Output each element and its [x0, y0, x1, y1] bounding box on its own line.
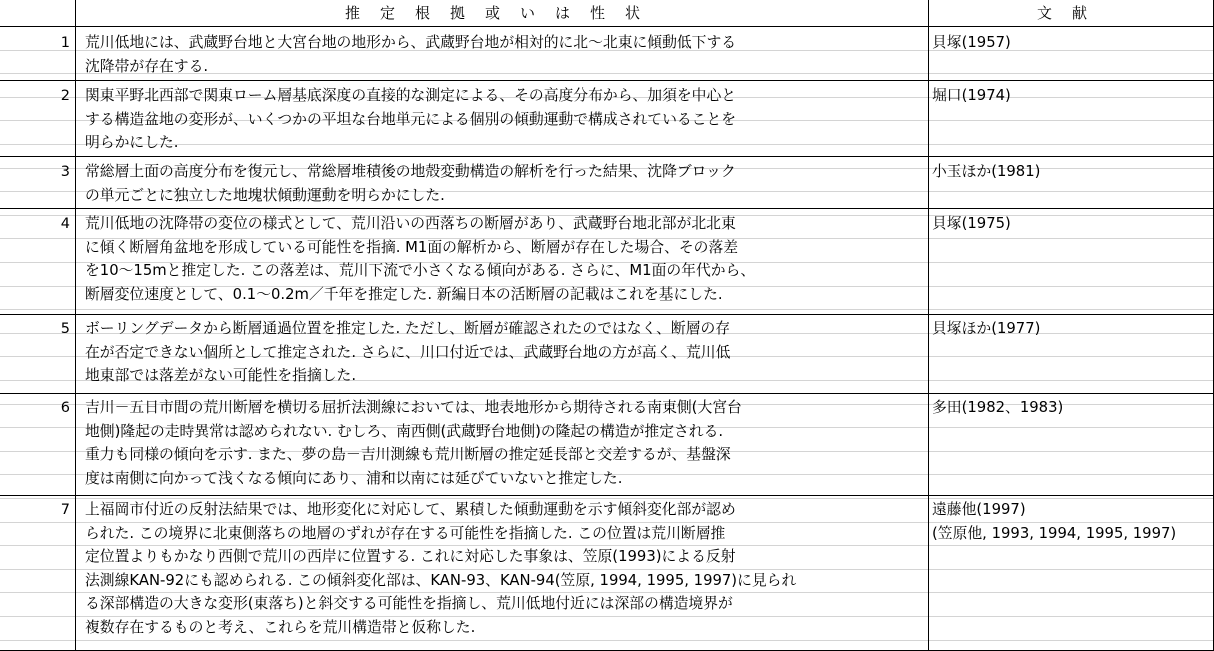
basis-cell[interactable]: [85, 498, 925, 640]
row-divider: [0, 80, 1214, 81]
column-border-left: [75, 0, 76, 651]
reference-line: 堀口(1974): [932, 87, 1011, 104]
reference-line: 貝塚ほか(1977): [932, 320, 1041, 337]
basis-line: 荒川低地の沈降帯の変位の様式として、荒川沿いの西落ちの断層があり、武蔵野台地北部が北北東: [85, 215, 736, 232]
reference-cell[interactable]: [932, 212, 1212, 236]
gridline: [0, 309, 1214, 310]
basis-line: に傾く断層角盆地を形成している可能性を指摘. M1面の解析から、断層が存在した場合、その落差: [85, 238, 739, 256]
row-divider: [0, 208, 1214, 209]
basis-line: 断層変位速度として、0.1～0.2m／千年を推定した. 新編日本の活断層の記載はこれを基にした.: [85, 285, 723, 303]
header-basis[interactable]: 推定根拠或いは性状: [344, 4, 660, 22]
basis-cell[interactable]: [85, 160, 925, 207]
basis-line: 法測線KAN-92にも認められる. この傾斜変化部は、KAN-93、KAN-94(笠原, 1994, 1995, 1997)に見られ: [85, 571, 797, 589]
reference-line: 遠藤他(1997): [932, 501, 1026, 518]
reference-line: 小玉ほか(1981): [932, 163, 1041, 180]
reference-cell[interactable]: [932, 160, 1212, 184]
basis-line: 地側)隆起の走時異常は認められない. むしろ、南西側(武蔵野台地側)の隆起の構造が推定される.: [85, 422, 724, 440]
basis-line: 沈降帯が存在する.: [85, 57, 209, 75]
reference-cell[interactable]: [932, 396, 1212, 420]
basis-line: 常総層上面の高度分布を復元し、常総層堆積後の地殻変動構造の解析を行った結果、沈降ブロック: [85, 163, 736, 180]
basis-cell[interactable]: [85, 212, 925, 306]
basis-line: 関東平野北西部で関東ローム層基底深度の直接的な測定による、その高度分布から、加須を中心と: [85, 87, 737, 104]
basis-cell[interactable]: [85, 317, 925, 388]
basis-line: 吉川－五日市間の荒川断層を横切る屈折法測線においては、地表地形から期待される南東側(大宮台: [85, 399, 742, 416]
basis-line: 重力も同様の傾向を示す. また、夢の島－吉川測線も荒川断層の推定延長部と交差するが、基盤深: [85, 446, 731, 464]
row-divider: [0, 495, 1214, 496]
row-number: 3: [60, 164, 70, 180]
basis-line: 定位置よりもかなり西側で荒川の西岸に位置する. これに対応した事象は、笠原(1993)による反射: [85, 548, 736, 566]
basis-cell[interactable]: [85, 84, 925, 155]
reference-cell[interactable]: [932, 498, 1212, 545]
column-border-middle: [928, 0, 929, 651]
row-number: 6: [60, 400, 70, 416]
header-divider: [0, 26, 1214, 27]
basis-line: の単元ごとに独立した地塊状傾動運動を明らかにした.: [85, 186, 445, 204]
row-divider: [0, 393, 1214, 394]
basis-cell[interactable]: [85, 31, 925, 78]
basis-line: る深部構造の大きな変形(東落ち)と斜交する可能性を指摘し、荒川低地付近には深部の構造境界が: [85, 595, 733, 613]
basis-line: 度は南側に向かって浅くなる傾向にあり、浦和以南には延びていないと推定した.: [85, 469, 623, 487]
gridline: [0, 640, 1214, 641]
reference-line: 貝塚(1975): [932, 215, 1011, 232]
row-divider: [0, 314, 1214, 315]
reference-cell[interactable]: [932, 317, 1212, 341]
row-number: 5: [60, 321, 70, 337]
basis-cell[interactable]: [85, 396, 925, 490]
reference-cell[interactable]: [932, 31, 1212, 55]
header-reference[interactable]: 文献: [1036, 4, 1107, 22]
row-number: 1: [60, 35, 70, 51]
basis-line: 複数存在するものと考え、これらを荒川構造帯と仮称した.: [85, 618, 476, 636]
reference-line: 貝塚(1957): [932, 34, 1011, 51]
basis-line: 荒川低地には、武蔵野台地と大宮台地の地形から、武蔵野台地が相対的に北～北東に傾動低下する: [85, 34, 737, 51]
basis-line: ボーリングデータから断層通過位置を推定した. ただし、断層が確認されたのではなく、断層の存: [85, 320, 731, 337]
basis-line: 明らかにした.: [85, 134, 179, 152]
basis-line: 在が否定できない個所として推定された. さらに、川口付近では、武蔵野台地の方が高く、荒川低: [85, 343, 731, 361]
row-number: 7: [60, 502, 70, 518]
basis-line: を10～15mと推定した. この落差は、荒川下流で小さくなる傾向がある. さらに、M1面の年代から、: [85, 262, 756, 280]
basis-line: られた. この境界に北東側落ちの地層のずれが存在する可能性を指摘した. この位置は荒川断層推: [85, 524, 726, 542]
reference-line: (笠原他, 1993, 1994, 1995, 1997): [932, 524, 1177, 542]
row-divider: [0, 156, 1214, 157]
reference-cell[interactable]: [932, 84, 1212, 108]
reference-line: 多田(1982、1983): [932, 399, 1064, 416]
basis-line: する構造盆地の変形が、いくつかの平坦な台地単元による個別の傾動運動で構成されていることを: [85, 110, 737, 128]
basis-line: 地東部では落差がない可能性を指摘した.: [85, 367, 357, 385]
row-number: 2: [60, 88, 70, 104]
row-number: 4: [60, 216, 70, 232]
basis-line: 上福岡市付近の反射法結果では、地形変化に対応して、累積した傾動運動を示す傾斜変化部が認め: [85, 501, 736, 518]
